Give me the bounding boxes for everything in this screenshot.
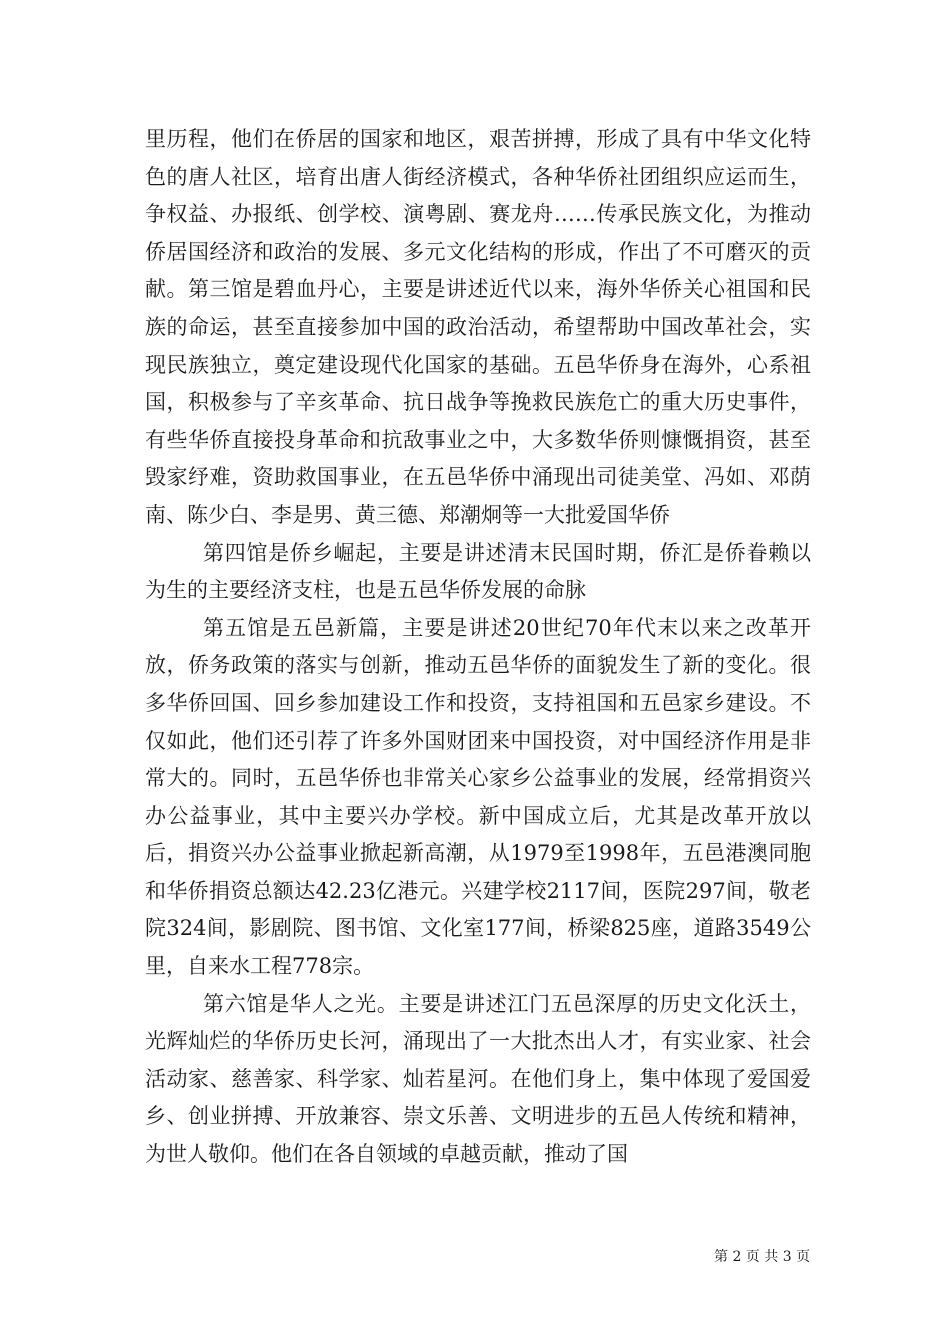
page-number-footer: 第 2 页 共 3 页	[714, 1249, 811, 1265]
paragraph-hall-4: 第四馆是侨乡崛起，主要是讲述清末民国时期，侨汇是侨眷赖以为生的主要经济支柱，也是五邑华侨发展的命脉	[145, 540, 811, 603]
document-body	[145, 121, 811, 1174]
paragraph-hall-5: 第五馆是五邑新篇，主要是讲述20世纪70年代末以来之改革开放，侨务政策的落实与创新，推动五邑华侨的面貌发生了新的变化。很多华侨回国、回乡参加建设工作和投资，支持祖国和五邑家乡建设。不仅如此，他们还引荐了许多外国财团来中国投资，对中国经济作用是非常大的。同时，五邑华侨也非常关心家乡公益事业的发展，经常捐资兴办公益事业，其中主要兴办学校。新中国成立后，尤其是改革开放以后，捐资兴办公益事业掀起新高潮，从1979至1998年，五邑港澳同胞和华侨捐资总额达42.23亿港元。兴建学校2117间，医院297间，敬老院324间，影剧院、图书馆、文化室177间，桥梁825座，道路3549公里，自来水工程778宗。	[145, 615, 811, 979]
paragraph-continued: 里历程，他们在侨居的国家和地区，艰苦拼搏，形成了具有中华文化特色的唐人社区，培育出唐人街经济模式，各种华侨社团组织应运而生，争权益、办报纸、创学校、演粤剧、赛龙舟……传承民族文化，为推动侨居国经济和政治的发展、多元文化结构的形成，作出了不可磨灭的贡献。第三馆是碧血丹心，主要是讲述近代以来，海外华侨关心祖国和民族的命运，甚至直接参加中国的政治活动，希望帮助中国改革社会，实现民族独立，奠定建设现代化国家的基础。五邑华侨身在海外，心系祖国，积极参与了辛亥革命、抗日战争等挽救民族危亡的重大历史事件，有些华侨直接投身革命和抗敌事业之中，大多数华侨则慷慨捐资，甚至毁家纾难，资助救国事业，在五邑华侨中涌现出司徒美堂、冯如、邓荫南、陈少白、李是男、黄三德、郑潮炯等一大批爱国华侨	[145, 127, 811, 527]
paragraph-hall-6: 第六馆是华人之光。主要是讲述江门五邑深厚的历史文化沃土，光辉灿烂的华侨历史长河，涌现出了一大批杰出人才，有实业家、社会活动家、慈善家、科学家、灿若星河。在他们身上，集中体现了爱国爱乡、创业拼搏、开放兼容、崇文乐善、文明进步的五邑人传统和精神，为世人敬仰。他们在各自领域的卓越贡献，推动了国	[145, 991, 811, 1167]
